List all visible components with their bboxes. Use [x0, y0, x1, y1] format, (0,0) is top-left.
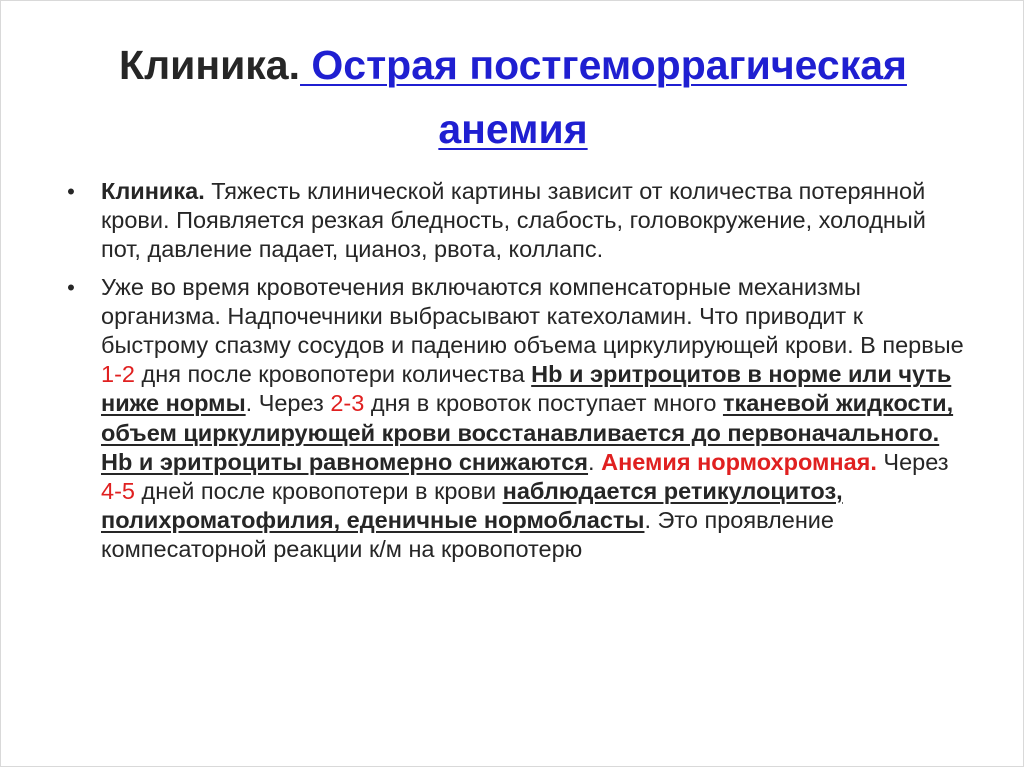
day-range-3: 4-5 [101, 478, 135, 505]
emphasis-tissue-fluid: тканевой жидкости, объем циркулирующей крови восстанавливается до первоначального. Hb и эритроциты равномерно снижаются [101, 390, 954, 475]
bullet-text-segment: Через [876, 448, 949, 475]
bullet-text-segment: дня после кровопотери количества [134, 361, 532, 388]
day-range-2: 2-3 [330, 390, 365, 417]
bullet-text: Тяжесть клинической картины зависит от количества потерянной крови. Появляется резкая бледность, слабость, головокружение, холодный пот, давление падает, цианоз, рвота, коллапс. [101, 178, 926, 263]
emphasis-reticulocytosis: наблюдается ретикулоцитоз, полихроматофилия, еденичные нормобласты [101, 478, 843, 534]
bullet-compensation [61, 273, 971, 565]
bullet-text-segment: . Через [245, 390, 331, 417]
bullet-marker-icon: • [67, 274, 75, 300]
slide-title [61, 33, 965, 161]
bullet-text-segment: . [588, 448, 602, 475]
day-range-1: 1-2 [101, 361, 135, 388]
emphasis-hb-normal: Hb и эритроцитов в норме или чуть ниже нормы [101, 361, 952, 417]
bullet-text-segment: . Это проявление компесаторной реакции к/м на кровопотерю [101, 507, 835, 563]
anemia-type: Анемия нормохромная. [601, 448, 877, 475]
bullet-lead: Клиника. [101, 178, 205, 204]
bullet-text-segment: дня в кровоток поступает много [364, 390, 723, 417]
bullet-text-segment: Уже во время кровотечения включаются компенсаторные механизмы организма. Надпочечники выбрасывают катехоламин. Что приводит к быстрому спазму сосудов и падению объема циркулирующей крови. В первые [101, 273, 964, 359]
title-link[interactable]: Острая постгеморрагическая анемия [300, 42, 907, 152]
bullet-marker-icon: • [67, 179, 75, 204]
bullet-text-segment: дней после кровопотери в крови [134, 478, 503, 505]
bullet-list [61, 177, 971, 573]
bullet-clinic [61, 177, 971, 265]
title-prefix: Клиника. [119, 42, 301, 88]
